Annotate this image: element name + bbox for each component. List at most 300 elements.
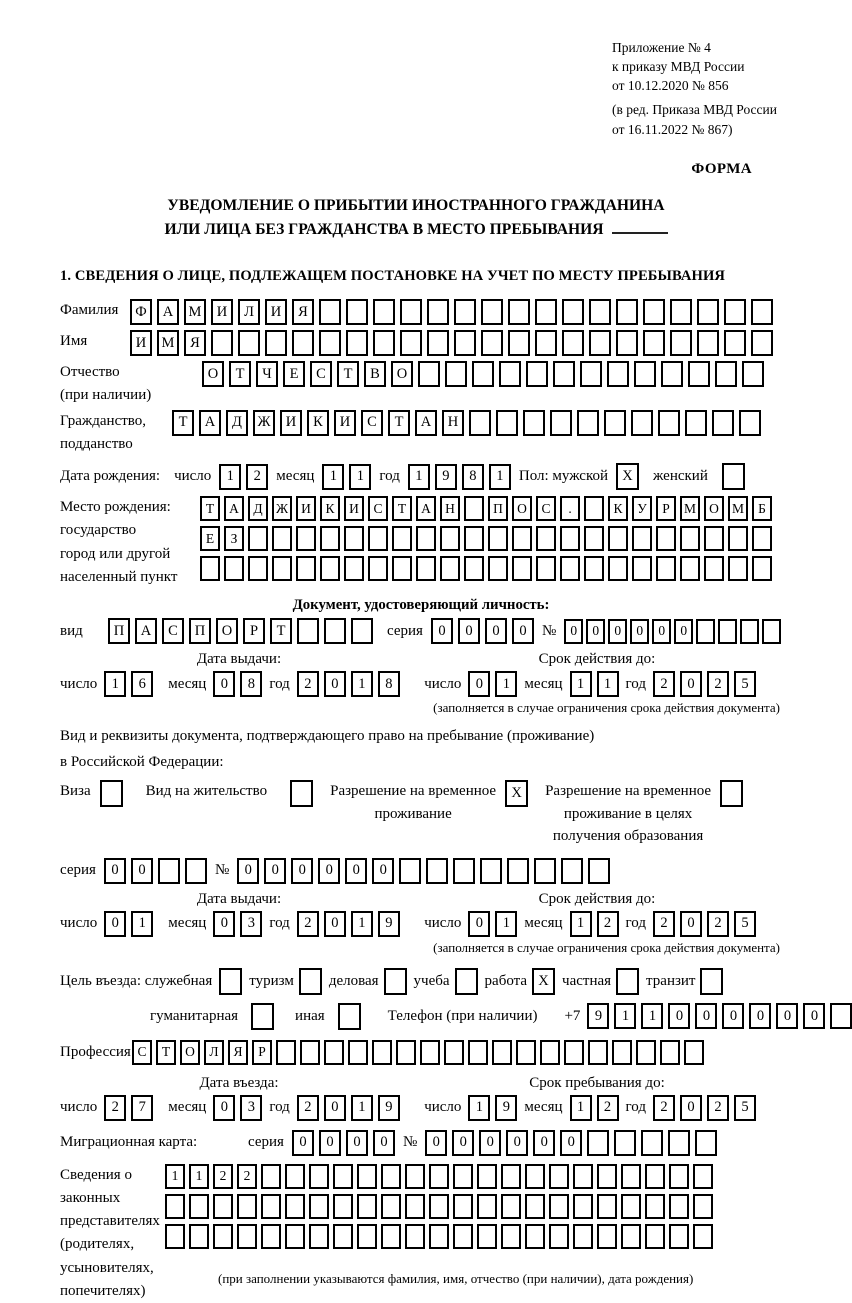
- char-cell[interactable]: О: [216, 618, 238, 644]
- char-cell[interactable]: [344, 526, 364, 551]
- char-cell[interactable]: [265, 330, 287, 356]
- char-cell[interactable]: Л: [204, 1040, 224, 1065]
- checkbox-cell[interactable]: [700, 968, 723, 995]
- char-cell[interactable]: [830, 1003, 852, 1029]
- char-cell[interactable]: [742, 361, 764, 387]
- char-cell[interactable]: [420, 1040, 440, 1065]
- char-cell[interactable]: У: [632, 496, 652, 521]
- char-cell[interactable]: [165, 1224, 185, 1249]
- char-cell[interactable]: [751, 299, 773, 325]
- char-cell[interactable]: 1: [570, 911, 592, 937]
- char-cell[interactable]: [669, 1224, 689, 1249]
- char-cell[interactable]: 2: [297, 671, 319, 697]
- char-cell[interactable]: О: [704, 496, 724, 521]
- char-cell[interactable]: [285, 1164, 305, 1189]
- char-cell[interactable]: [357, 1224, 377, 1249]
- char-cell[interactable]: 0: [803, 1003, 825, 1029]
- char-cell[interactable]: [718, 619, 737, 644]
- char-cell[interactable]: [645, 1194, 665, 1219]
- char-cell[interactable]: [346, 299, 368, 325]
- char-cell[interactable]: С: [536, 496, 556, 521]
- char-cell[interactable]: 0: [652, 619, 671, 644]
- char-cell[interactable]: 5: [734, 911, 756, 937]
- char-cell[interactable]: [309, 1194, 329, 1219]
- char-cell[interactable]: [641, 1130, 663, 1156]
- char-cell[interactable]: 0: [680, 671, 702, 697]
- checkbox-cell[interactable]: [722, 463, 745, 490]
- char-cell[interactable]: 2: [653, 911, 675, 937]
- char-cell[interactable]: 1: [495, 671, 517, 697]
- char-cell[interactable]: [549, 1194, 569, 1219]
- char-cell[interactable]: [512, 526, 532, 551]
- char-cell[interactable]: 8: [378, 671, 400, 697]
- char-cell[interactable]: [580, 361, 602, 387]
- char-cell[interactable]: 1: [131, 911, 153, 937]
- char-cell[interactable]: 7: [131, 1095, 153, 1121]
- char-cell[interactable]: 2: [237, 1164, 257, 1189]
- char-cell[interactable]: [670, 299, 692, 325]
- char-cell[interactable]: [357, 1194, 377, 1219]
- char-cell[interactable]: [454, 299, 476, 325]
- char-cell[interactable]: [477, 1194, 497, 1219]
- char-cell[interactable]: [158, 858, 180, 884]
- char-cell[interactable]: 0: [608, 619, 627, 644]
- char-cell[interactable]: 2: [213, 1164, 233, 1189]
- char-cell[interactable]: Я: [292, 299, 314, 325]
- char-cell[interactable]: 0: [479, 1130, 501, 1156]
- char-cell[interactable]: [472, 361, 494, 387]
- char-cell[interactable]: [660, 1040, 680, 1065]
- char-cell[interactable]: [272, 526, 292, 551]
- char-cell[interactable]: [454, 330, 476, 356]
- char-cell[interactable]: 0: [346, 1130, 368, 1156]
- char-cell[interactable]: Е: [283, 361, 305, 387]
- checkbox-cell[interactable]: [384, 968, 407, 995]
- char-cell[interactable]: А: [224, 496, 244, 521]
- char-cell[interactable]: [400, 299, 422, 325]
- char-cell[interactable]: [344, 556, 364, 581]
- char-cell[interactable]: [357, 1164, 377, 1189]
- char-cell[interactable]: П: [488, 496, 508, 521]
- char-cell[interactable]: [285, 1194, 305, 1219]
- char-cell[interactable]: [724, 299, 746, 325]
- char-cell[interactable]: [453, 1224, 473, 1249]
- char-cell[interactable]: А: [415, 410, 437, 436]
- char-cell[interactable]: Т: [200, 496, 220, 521]
- char-cell[interactable]: [536, 556, 556, 581]
- char-cell[interactable]: А: [157, 299, 179, 325]
- char-cell[interactable]: [453, 858, 475, 884]
- char-cell[interactable]: [688, 361, 710, 387]
- char-cell[interactable]: [526, 361, 548, 387]
- char-cell[interactable]: 0: [345, 858, 367, 884]
- char-cell[interactable]: [693, 1194, 713, 1219]
- char-cell[interactable]: [680, 526, 700, 551]
- char-cell[interactable]: П: [189, 618, 211, 644]
- char-cell[interactable]: [525, 1224, 545, 1249]
- char-cell[interactable]: С: [162, 618, 184, 644]
- char-cell[interactable]: [645, 1164, 665, 1189]
- char-cell[interactable]: [238, 330, 260, 356]
- char-cell[interactable]: 0: [630, 619, 649, 644]
- char-cell[interactable]: 1: [351, 671, 373, 697]
- char-cell[interactable]: 5: [734, 671, 756, 697]
- char-cell[interactable]: 0: [431, 618, 453, 644]
- char-cell[interactable]: Ф: [130, 299, 152, 325]
- char-cell[interactable]: [368, 556, 388, 581]
- char-cell[interactable]: [584, 556, 604, 581]
- char-cell[interactable]: 0: [324, 671, 346, 697]
- checkbox-cell[interactable]: [616, 968, 639, 995]
- char-cell[interactable]: 0: [319, 1130, 341, 1156]
- char-cell[interactable]: [661, 361, 683, 387]
- char-cell[interactable]: 1: [570, 671, 592, 697]
- char-cell[interactable]: Т: [388, 410, 410, 436]
- char-cell[interactable]: [200, 556, 220, 581]
- char-cell[interactable]: [488, 556, 508, 581]
- char-cell[interactable]: [608, 526, 628, 551]
- checkbox-cell[interactable]: X: [532, 968, 555, 995]
- char-cell[interactable]: [549, 1224, 569, 1249]
- char-cell[interactable]: [549, 1164, 569, 1189]
- char-cell[interactable]: 2: [297, 911, 319, 937]
- char-cell[interactable]: [604, 410, 626, 436]
- char-cell[interactable]: [553, 361, 575, 387]
- char-cell[interactable]: 2: [597, 911, 619, 937]
- char-cell[interactable]: Ж: [253, 410, 275, 436]
- char-cell[interactable]: 0: [291, 858, 313, 884]
- char-cell[interactable]: [440, 526, 460, 551]
- char-cell[interactable]: [346, 330, 368, 356]
- char-cell[interactable]: [536, 526, 556, 551]
- char-cell[interactable]: [309, 1164, 329, 1189]
- checkbox-cell[interactable]: [100, 780, 123, 807]
- char-cell[interactable]: [381, 1194, 401, 1219]
- char-cell[interactable]: О: [202, 361, 224, 387]
- char-cell[interactable]: Н: [440, 496, 460, 521]
- char-cell[interactable]: [680, 556, 700, 581]
- char-cell[interactable]: [740, 619, 759, 644]
- char-cell[interactable]: [372, 1040, 392, 1065]
- char-cell[interactable]: К: [320, 496, 340, 521]
- char-cell[interactable]: [728, 526, 748, 551]
- checkbox-cell[interactable]: X: [505, 780, 528, 807]
- char-cell[interactable]: [507, 858, 529, 884]
- char-cell[interactable]: [588, 1040, 608, 1065]
- char-cell[interactable]: Т: [392, 496, 412, 521]
- char-cell[interactable]: [560, 556, 580, 581]
- char-cell[interactable]: [248, 526, 268, 551]
- char-cell[interactable]: [300, 1040, 320, 1065]
- char-cell[interactable]: О: [512, 496, 532, 521]
- char-cell[interactable]: И: [265, 299, 287, 325]
- char-cell[interactable]: 9: [435, 464, 457, 490]
- char-cell[interactable]: [656, 556, 676, 581]
- char-cell[interactable]: 1: [614, 1003, 636, 1029]
- char-cell[interactable]: 2: [653, 671, 675, 697]
- char-cell[interactable]: 0: [237, 858, 259, 884]
- char-cell[interactable]: А: [416, 496, 436, 521]
- char-cell[interactable]: Д: [248, 496, 268, 521]
- char-cell[interactable]: И: [344, 496, 364, 521]
- char-cell[interactable]: [632, 526, 652, 551]
- char-cell[interactable]: [584, 496, 604, 521]
- char-cell[interactable]: [469, 410, 491, 436]
- char-cell[interactable]: [189, 1194, 209, 1219]
- char-cell[interactable]: [751, 330, 773, 356]
- char-cell[interactable]: [477, 1164, 497, 1189]
- char-cell[interactable]: 0: [586, 619, 605, 644]
- char-cell[interactable]: 0: [264, 858, 286, 884]
- char-cell[interactable]: [292, 330, 314, 356]
- char-cell[interactable]: [381, 1224, 401, 1249]
- char-cell[interactable]: [464, 496, 484, 521]
- char-cell[interactable]: [405, 1194, 425, 1219]
- char-cell[interactable]: [499, 361, 521, 387]
- char-cell[interactable]: [752, 526, 772, 551]
- char-cell[interactable]: Е: [200, 526, 220, 551]
- char-cell[interactable]: [333, 1224, 353, 1249]
- char-cell[interactable]: [189, 1224, 209, 1249]
- char-cell[interactable]: [272, 556, 292, 581]
- char-cell[interactable]: 0: [506, 1130, 528, 1156]
- char-cell[interactable]: [658, 410, 680, 436]
- char-cell[interactable]: 0: [104, 858, 126, 884]
- char-cell[interactable]: [669, 1164, 689, 1189]
- char-cell[interactable]: [597, 1194, 617, 1219]
- char-cell[interactable]: Р: [252, 1040, 272, 1065]
- char-cell[interactable]: 1: [322, 464, 344, 490]
- checkbox-cell[interactable]: [720, 780, 743, 807]
- char-cell[interactable]: [621, 1194, 641, 1219]
- char-cell[interactable]: [597, 1164, 617, 1189]
- char-cell[interactable]: 0: [213, 1095, 235, 1121]
- char-cell[interactable]: 0: [468, 911, 490, 937]
- char-cell[interactable]: 1: [468, 1095, 490, 1121]
- char-cell[interactable]: [464, 556, 484, 581]
- char-cell[interactable]: [587, 1130, 609, 1156]
- char-cell[interactable]: Т: [270, 618, 292, 644]
- char-cell[interactable]: [392, 526, 412, 551]
- char-cell[interactable]: Д: [226, 410, 248, 436]
- char-cell[interactable]: К: [307, 410, 329, 436]
- char-cell[interactable]: [427, 299, 449, 325]
- char-cell[interactable]: О: [180, 1040, 200, 1065]
- char-cell[interactable]: [381, 1164, 401, 1189]
- char-cell[interactable]: [573, 1164, 593, 1189]
- char-cell[interactable]: [320, 556, 340, 581]
- char-cell[interactable]: 1: [408, 464, 430, 490]
- char-cell[interactable]: [704, 556, 724, 581]
- char-cell[interactable]: [573, 1224, 593, 1249]
- char-cell[interactable]: [612, 1040, 632, 1065]
- char-cell[interactable]: [285, 1224, 305, 1249]
- char-cell[interactable]: [634, 361, 656, 387]
- char-cell[interactable]: [400, 330, 422, 356]
- char-cell[interactable]: [496, 410, 518, 436]
- char-cell[interactable]: 0: [680, 1095, 702, 1121]
- char-cell[interactable]: [631, 410, 653, 436]
- char-cell[interactable]: 2: [297, 1095, 319, 1121]
- char-cell[interactable]: [696, 619, 715, 644]
- char-cell[interactable]: М: [728, 496, 748, 521]
- char-cell[interactable]: [319, 330, 341, 356]
- char-cell[interactable]: [643, 299, 665, 325]
- char-cell[interactable]: 9: [495, 1095, 517, 1121]
- char-cell[interactable]: [508, 299, 530, 325]
- char-cell[interactable]: [561, 858, 583, 884]
- char-cell[interactable]: Н: [442, 410, 464, 436]
- char-cell[interactable]: 9: [378, 911, 400, 937]
- char-cell[interactable]: [704, 526, 724, 551]
- char-cell[interactable]: [670, 330, 692, 356]
- char-cell[interactable]: [324, 1040, 344, 1065]
- char-cell[interactable]: [608, 556, 628, 581]
- char-cell[interactable]: [597, 1224, 617, 1249]
- char-cell[interactable]: С: [310, 361, 332, 387]
- char-cell[interactable]: [516, 1040, 536, 1065]
- char-cell[interactable]: [573, 1194, 593, 1219]
- char-cell[interactable]: 0: [131, 858, 153, 884]
- char-cell[interactable]: [276, 1040, 296, 1065]
- char-cell[interactable]: 1: [165, 1164, 185, 1189]
- char-cell[interactable]: [165, 1194, 185, 1219]
- char-cell[interactable]: [399, 858, 421, 884]
- char-cell[interactable]: [429, 1194, 449, 1219]
- char-cell[interactable]: [481, 330, 503, 356]
- char-cell[interactable]: [535, 299, 557, 325]
- char-cell[interactable]: 0: [560, 1130, 582, 1156]
- char-cell[interactable]: 3: [240, 1095, 262, 1121]
- char-cell[interactable]: [577, 410, 599, 436]
- char-cell[interactable]: [453, 1194, 473, 1219]
- char-cell[interactable]: О: [391, 361, 413, 387]
- checkbox-cell[interactable]: [338, 1003, 361, 1030]
- char-cell[interactable]: 0: [564, 619, 583, 644]
- char-cell[interactable]: [464, 526, 484, 551]
- char-cell[interactable]: [535, 330, 557, 356]
- char-cell[interactable]: [333, 1194, 353, 1219]
- char-cell[interactable]: 0: [373, 1130, 395, 1156]
- char-cell[interactable]: [525, 1164, 545, 1189]
- char-cell[interactable]: [392, 556, 412, 581]
- char-cell[interactable]: [525, 1194, 545, 1219]
- char-cell[interactable]: [444, 1040, 464, 1065]
- char-cell[interactable]: 8: [240, 671, 262, 697]
- checkbox-cell[interactable]: [290, 780, 313, 807]
- char-cell[interactable]: 6: [131, 671, 153, 697]
- char-cell[interactable]: [523, 410, 545, 436]
- char-cell[interactable]: [668, 1130, 690, 1156]
- char-cell[interactable]: [715, 361, 737, 387]
- char-cell[interactable]: 0: [468, 671, 490, 697]
- char-cell[interactable]: [237, 1224, 257, 1249]
- char-cell[interactable]: [319, 299, 341, 325]
- char-cell[interactable]: [636, 1040, 656, 1065]
- char-cell[interactable]: [348, 1040, 368, 1065]
- char-cell[interactable]: [320, 526, 340, 551]
- char-cell[interactable]: .: [560, 496, 580, 521]
- char-cell[interactable]: [261, 1224, 281, 1249]
- char-cell[interactable]: [213, 1194, 233, 1219]
- char-cell[interactable]: [297, 618, 319, 644]
- char-cell[interactable]: 0: [292, 1130, 314, 1156]
- char-cell[interactable]: Я: [228, 1040, 248, 1065]
- char-cell[interactable]: [550, 410, 572, 436]
- char-cell[interactable]: [501, 1164, 521, 1189]
- char-cell[interactable]: [426, 858, 448, 884]
- char-cell[interactable]: 0: [695, 1003, 717, 1029]
- char-cell[interactable]: [492, 1040, 512, 1065]
- char-cell[interactable]: [237, 1194, 257, 1219]
- checkbox-cell[interactable]: [299, 968, 322, 995]
- char-cell[interactable]: [762, 619, 781, 644]
- char-cell[interactable]: [248, 556, 268, 581]
- char-cell[interactable]: Р: [656, 496, 676, 521]
- char-cell[interactable]: [562, 299, 584, 325]
- char-cell[interactable]: [616, 330, 638, 356]
- char-cell[interactable]: В: [364, 361, 386, 387]
- char-cell[interactable]: 0: [104, 911, 126, 937]
- char-cell[interactable]: 0: [485, 618, 507, 644]
- char-cell[interactable]: 2: [246, 464, 268, 490]
- char-cell[interactable]: [607, 361, 629, 387]
- char-cell[interactable]: 9: [587, 1003, 609, 1029]
- char-cell[interactable]: [296, 526, 316, 551]
- char-cell[interactable]: [405, 1224, 425, 1249]
- char-cell[interactable]: Ч: [256, 361, 278, 387]
- char-cell[interactable]: Р: [243, 618, 265, 644]
- char-cell[interactable]: Ж: [272, 496, 292, 521]
- char-cell[interactable]: 1: [349, 464, 371, 490]
- char-cell[interactable]: П: [108, 618, 130, 644]
- char-cell[interactable]: [669, 1194, 689, 1219]
- char-cell[interactable]: Я: [184, 330, 206, 356]
- char-cell[interactable]: [739, 410, 761, 436]
- char-cell[interactable]: [427, 330, 449, 356]
- char-cell[interactable]: [693, 1224, 713, 1249]
- char-cell[interactable]: С: [368, 496, 388, 521]
- char-cell[interactable]: 0: [749, 1003, 771, 1029]
- char-cell[interactable]: [724, 330, 746, 356]
- char-cell[interactable]: [614, 1130, 636, 1156]
- char-cell[interactable]: А: [199, 410, 221, 436]
- char-cell[interactable]: [333, 1164, 353, 1189]
- char-cell[interactable]: [453, 1164, 473, 1189]
- char-cell[interactable]: 0: [324, 1095, 346, 1121]
- char-cell[interactable]: Т: [156, 1040, 176, 1065]
- char-cell[interactable]: [373, 299, 395, 325]
- char-cell[interactable]: 1: [189, 1164, 209, 1189]
- char-cell[interactable]: Т: [172, 410, 194, 436]
- char-cell[interactable]: Т: [229, 361, 251, 387]
- char-cell[interactable]: [429, 1224, 449, 1249]
- char-cell[interactable]: [440, 556, 460, 581]
- char-cell[interactable]: [693, 1164, 713, 1189]
- char-cell[interactable]: [616, 299, 638, 325]
- char-cell[interactable]: 0: [324, 911, 346, 937]
- char-cell[interactable]: 8: [462, 464, 484, 490]
- char-cell[interactable]: 0: [512, 618, 534, 644]
- char-cell[interactable]: 1: [495, 911, 517, 937]
- char-cell[interactable]: 0: [213, 671, 235, 697]
- char-cell[interactable]: [211, 330, 233, 356]
- char-cell[interactable]: 1: [570, 1095, 592, 1121]
- char-cell[interactable]: М: [157, 330, 179, 356]
- checkbox-cell[interactable]: X: [616, 463, 639, 490]
- char-cell[interactable]: 2: [104, 1095, 126, 1121]
- char-cell[interactable]: М: [680, 496, 700, 521]
